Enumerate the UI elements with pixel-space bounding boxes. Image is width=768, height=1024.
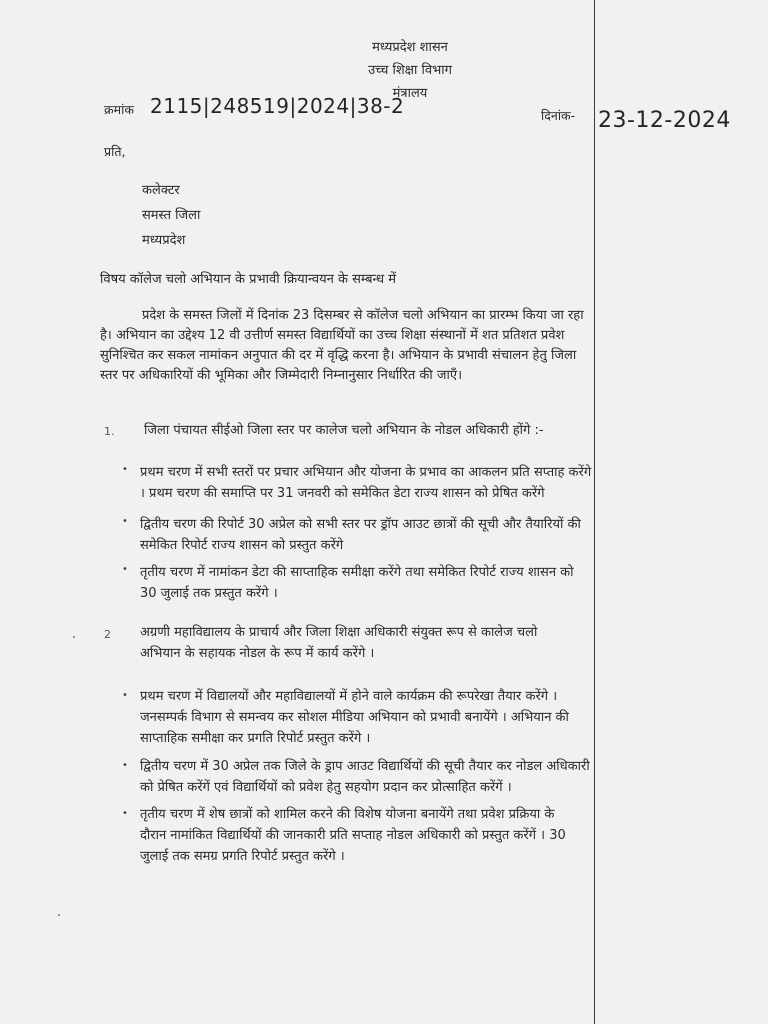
header-state: मध्यप्रदेश शासन [372,40,448,55]
section-2-bullet-3 [140,804,710,867]
bullet-line: प्रथम चरण में विद्यालयों और महाविद्यालयों में होने वाले कार्यक्रम की रूपरेखा तैयार करेंगे । [140,689,558,704]
intro-paragraph [100,306,710,386]
bullet-icon: • [122,516,128,527]
bullet-line: 30 जुलाई तक प्रस्तुत करेंगे । [140,586,278,601]
section-2-bullet-2 [140,756,710,798]
subject-line: विषय कॉलेज चलो अभियान के प्रभावी क्रियान्वयन के सम्बन्ध में [100,272,397,287]
section-1-heading: जिला पंचायत सीईओ जिला स्तर पर कालेज चलो अभियान के नोडल अधिकारी होंगे :- [144,423,544,438]
page-fold-line [594,0,595,1024]
bullet-line: दौरान नामांकित विद्यार्थियों की जानकारी प्रति सप्ताह नोडल अधिकारी को प्रस्तुत करेंगें । 30 [140,828,566,843]
header-ministry: मंत्रालय [392,86,428,101]
intro-line: प्रदेश के समस्त जिलों में दिनांक 23 दिसम्बर से कॉलेज चलो अभियान का प्रारम्भ किया जा रहा [142,308,584,323]
date-value: 23-12-2024 [598,108,731,133]
bullet-line: । प्रथम चरण की समाप्ति पर 31 जनवरी को समेकित डेटा राज्य शासन को प्रेषित करेंगे [140,486,545,501]
reference-number: 2115|248519|2024|38-2 [150,94,405,118]
bullet-line: साप्ताहिक समीक्षा कर प्रगति रिपोर्ट प्रस्तुत करेंगे । [140,731,371,746]
bullet-icon: • [122,808,128,819]
bullet-icon: • [122,760,128,771]
section-1-bullet-1 [140,462,710,504]
header-department: उच्च शिक्षा विभाग [368,63,452,78]
bullet-line: जनसम्पर्क विभाग से समन्वय कर सोशल मीडिया अभियान को प्रभावी बनायेंगे । अभियान की [140,710,569,725]
bullet-line: द्वितीय चरण की रिपोर्ट 30 अप्रेल को सभी स्तर पर ड्रॉप आउट छात्रों की सूची और तैयारियों की [140,517,581,532]
scan-speck [58,914,60,916]
addressee-district: समस्त जिला [142,208,201,223]
section-1-bullet-3 [140,562,710,604]
bullet-icon: • [122,564,128,575]
date-label: दिनांक- [541,108,576,123]
bullet-line: जुलाई तक समग्र प्रगति रिपोर्ट प्रस्तुत करेंगे । [140,849,345,864]
heading-line: अभियान के सहायक नोडल के रूप में कार्य करेंगे । [140,646,375,661]
bullet-line: समेकित रिपोर्ट राज्य शासन को प्रस्तुत करेंगे [140,538,344,553]
section-2-heading [140,622,710,664]
section-1-bullet-2 [140,514,710,556]
section-1-number: 1. [104,425,115,438]
addressee-designation: कलेक्टर [142,183,180,198]
bullet-line: को प्रेषित करेंगें एवं विद्यार्थियों को प्रवेश हेतु सहयोग प्रदान कर प्रोत्साहित करेंगें । [140,780,512,795]
addressee-state: मध्यप्रदेश [142,233,186,248]
intro-line: स्तर पर अधिकारियों की भूमिका और जिम्मेदारी निम्नानुसार निर्धारित की जाएँ। [100,368,463,383]
bullet-icon: • [122,464,128,475]
intro-line: सुनिश्चित कर सकल नामांकन अनुपात की दर में वृद्धि करना है। अभियान के प्रभावी संचालन हेतु जिला [100,348,577,363]
heading-line: अग्रणी महाविद्यालय के प्राचार्य और जिला शिक्षा अधिकारी संयुक्त रूप से कालेज चलो [140,625,538,640]
intro-line: है। अभियान का उद्देश्य 12 वी उत्तीर्ण समस्त विद्यार्थियों का उच्च शिक्षा संस्थानों में शत प्रतिशत प्रवेश [100,328,565,343]
bullet-line: तृतीय चरण में शेष छात्रों को शामिल करने की विशेष योजना बनायेंगे तथा प्रवेश प्रक्रिया के [140,807,555,822]
reference-label: क्रमांक [104,102,134,117]
section-2-number: 2 [104,628,111,641]
bullet-line: प्रथम चरण में सभी स्तरों पर प्रचार अभियान और योजना के प्रभाव का आकलन प्रति सप्ताह करेंगे [140,465,592,480]
section-2-bullet-1 [140,686,710,749]
scan-speck [73,636,75,638]
to-label: प्रति, [104,144,126,159]
bullet-icon: • [122,690,128,701]
bullet-line: द्वितीय चरण में 30 अप्रेल तक जिले के ड्राप आउट विद्यार्थियों की सूची तैयार कर नोडल अधिकारी [140,759,590,774]
bullet-line: तृतीय चरण में नामांकन डेटा की साप्ताहिक समीक्षा करेंगे तथा समेकित रिपोर्ट राज्य शासन को [140,565,574,580]
